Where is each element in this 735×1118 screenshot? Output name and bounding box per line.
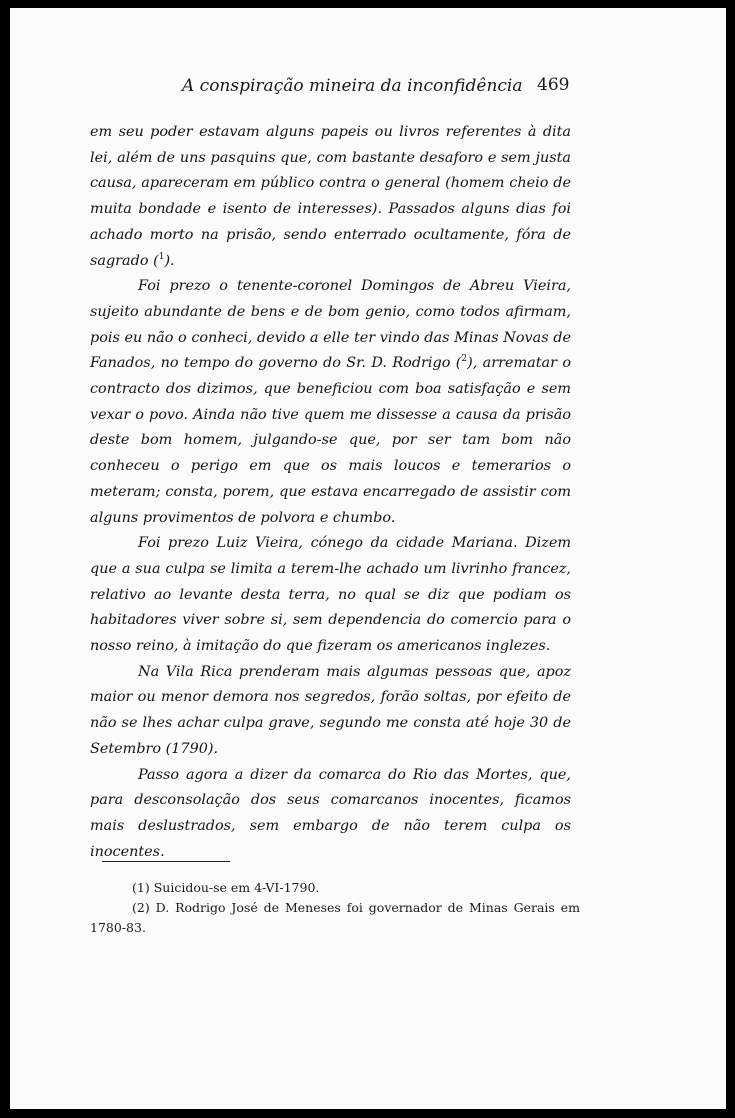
book-page	[10, 8, 726, 1109]
paragraph: em seu poder estavam alguns papeis ou livros referentes à dita lei, além de uns pasquins que, com bastante desaforo e sem justa causa, apareceram em público contra o general (homem cheio de muita bondade e isento de interesses). Passados alguns dias foi achado morto na prisão, sendo enterrado ocultamente, fóra de sagrado ($^1$).	[90, 124, 571, 269]
page-number: 469	[537, 75, 570, 95]
body-text	[90, 120, 571, 865]
paragraph: Passo agora a dizer da comarca do Rio das Mortes, que, para desconsolação dos seus comarcanos inocentes, ficamos mais deslustrados, sem embargo de não terem culpa os inocentes.	[90, 766, 571, 860]
footnote-marker: (1)	[132, 880, 150, 895]
page-header	[10, 76, 726, 98]
footnote: (1) Suicidou-se em 4-VI-1790.	[132, 880, 320, 895]
paragraph: Foi prezo Luiz Vieira, cónego da cidade Mariana. Dizem que a sua culpa se limita a terem-lhe achado um livrinho francez, relativo ao levante desta terra, no qual se diz que podiam os habitadores viver sobre si, sem dependencia do comercio para o nosso reino, à imitação do que fizeram os americanos inglezes.	[90, 535, 571, 655]
running-title: A conspiração mineira da inconfidência	[182, 76, 523, 96]
footnote-ref: 1	[158, 251, 165, 262]
paragraph: Foi prezo o tenente-coronel Domingos de Abreu Vieira, sujeito abundante de bens e de bom genio, como todos afirmam, pois eu não o conheci, devido a elle ter vindo das Minas Novas de Fanados, no tempo do governo do Sr. D. Rodrigo ($^2$), arrematar o contracto dos dizimos, que beneficiou com boa satisfação e sem vexar o povo. Ainda não tive quem me dissesse a causa da prisão deste bom homem, julgando-se que, por ser tam bom não conheceu o perigo em que os mais loucos e temerarios o meteram; consta, porem, que estava encarregado de assistir com alguns provimentos de polvora e chumbo.	[90, 278, 571, 526]
footnote-marker: (2)	[132, 900, 150, 915]
footnotes	[90, 878, 580, 938]
paragraph: Na Vila Rica prenderam mais algumas pessoas que, apoz maior ou menor demora nos segredos, forão soltas, por efeito de não se lhes achar culpa grave, segundo me consta até hoje 30 de Setembro (1790).	[90, 663, 571, 757]
footnote: (2) D. Rodrigo José de Meneses foi governador de Minas Gerais em 1780-83.	[90, 900, 580, 935]
footnote-ref: 2	[461, 354, 468, 365]
footnote-separator	[102, 861, 230, 862]
